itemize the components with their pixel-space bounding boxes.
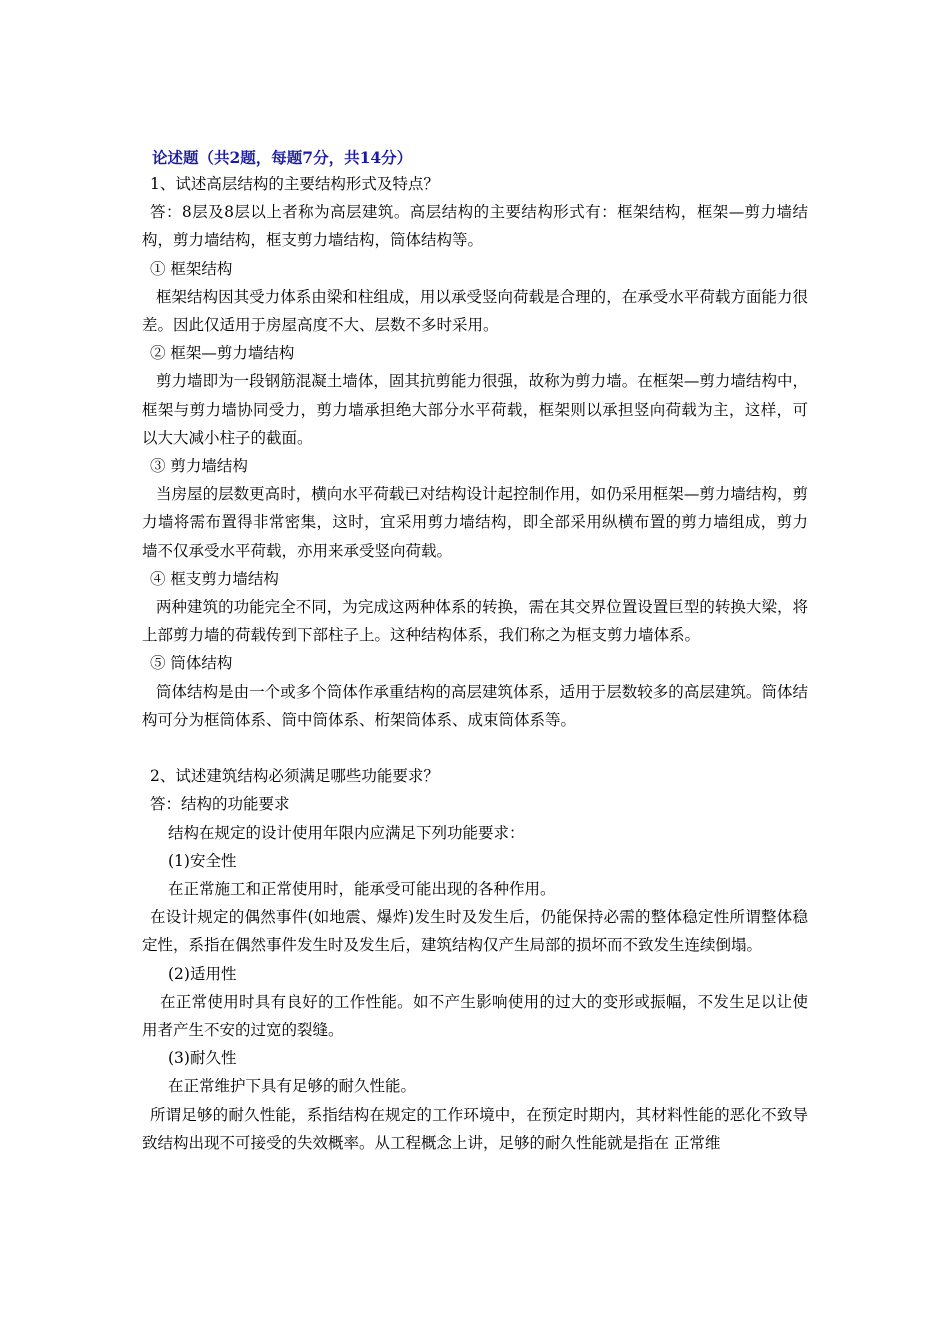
durability-title: (3)耐久性 xyxy=(168,1049,237,1068)
answer-2-requirements: 结构在规定的设计使用年限内应满足下列功能要求： xyxy=(168,823,525,842)
document-body xyxy=(142,170,808,1157)
item-title-frame-shearwall: ② 框架—剪力墙结构 xyxy=(150,344,295,363)
question-1: 1、试述高层结构的主要结构形式及特点？ xyxy=(150,175,439,193)
safety-line: 在正常施工和正常使用时，能承受可能出现的各种作用。 xyxy=(168,880,556,899)
durability-text: 所谓足够的耐久性能，系指结构在规定的工作环境中，在预定时期内，其材料性能的恶化不致导致结构出现不可接受的失效概率。从工程概念上讲，足够的耐久性能就是指在 正常维 xyxy=(142,1105,808,1152)
item-text-frame: 框架结构因其受力体系由梁和柱组成，用以承受竖向荷载是合理的，在承受水平荷载方面能力很差。因此仅适用于房屋高度不大、层数不多时采用。 xyxy=(142,287,808,335)
section-heading: 论述题（共2题，每题7分，共14分） xyxy=(152,148,413,167)
item-text-tube: 筒体结构是由一个或多个筒体作承重结构的高层建筑体系，适用于层数较多的高层建筑。筒体结构可分为框筒体系、筒中筒体系、桁架筒体系、成束筒体系等。 xyxy=(142,682,808,729)
item-title-frame-supported-shearwall: ④ 框支剪力墙结构 xyxy=(150,569,279,588)
answer-1-intro: 答：8层及8层以上者称为高层建筑。高层结构的主要结构形式有：框架结构，框架—剪力墙结构，剪力墙结构，框支剪力墙结构，筒体结构等。 xyxy=(142,203,808,250)
serviceability-text: 在正常使用时具有良好的工作性能。如不产生影响使用的过大的变形或振幅，不发生足以让使用者产生不安的过宽的裂缝。 xyxy=(142,992,808,1040)
answer-2-intro: 答：结构的功能要求 xyxy=(150,795,290,814)
item-text-frame-supported-shearwall: 两种建筑的功能完全不同，为完成这两种体系的转换，需在其交界位置设置巨型的转换大梁，将上部剪力墙的荷载传到下部柱子上。这种结构体系，我们称之为框支剪力墙体系。 xyxy=(142,598,808,645)
paragraph-gap xyxy=(142,734,808,762)
safety-title: (1)安全性 xyxy=(168,851,237,870)
safety-text: 在设计规定的偶然事件(如地震、爆炸)发生时及发生后，仍能保持必需的整体稳定性所谓整体稳定性，系指在偶然事件发生时及发生后，建筑结构仅产生局部的损坏而不致发生连续倒塌。 xyxy=(142,908,808,955)
item-text-frame-shearwall: 剪力墙即为一段钢筋混凝土墙体，固其抗剪能力很强，故称为剪力墙。在框架—剪力墙结构中，框架与剪力墙协同受力，剪力墙承担绝大部分水平荷载，框架则以承担竖向荷载为主，这样，可以大大减小柱子的截面。 xyxy=(142,372,808,447)
serviceability-title: (2)适用性 xyxy=(168,964,237,983)
item-title-tube: ⑤ 筒体结构 xyxy=(150,654,233,673)
item-title-shearwall: ③ 剪力墙结构 xyxy=(150,457,248,476)
question-2: 2、试述建筑结构必须满足哪些功能要求？ xyxy=(150,767,439,786)
item-title-frame: ① 框架结构 xyxy=(150,259,233,278)
durability-line: 在正常维护下具有足够的耐久性能。 xyxy=(168,1077,417,1096)
item-text-shearwall: 当房屋的层数更高时，横向水平荷载已对结构设计起控制作用，如仍采用框架—剪力墙结构，剪力墙将需布置得非常密集，这时，宜采用剪力墙结构，即全部采用纵横布置的剪力墙组成，剪力墙不仅承受水平荷载，亦用来承受竖向荷载。 xyxy=(142,485,808,560)
